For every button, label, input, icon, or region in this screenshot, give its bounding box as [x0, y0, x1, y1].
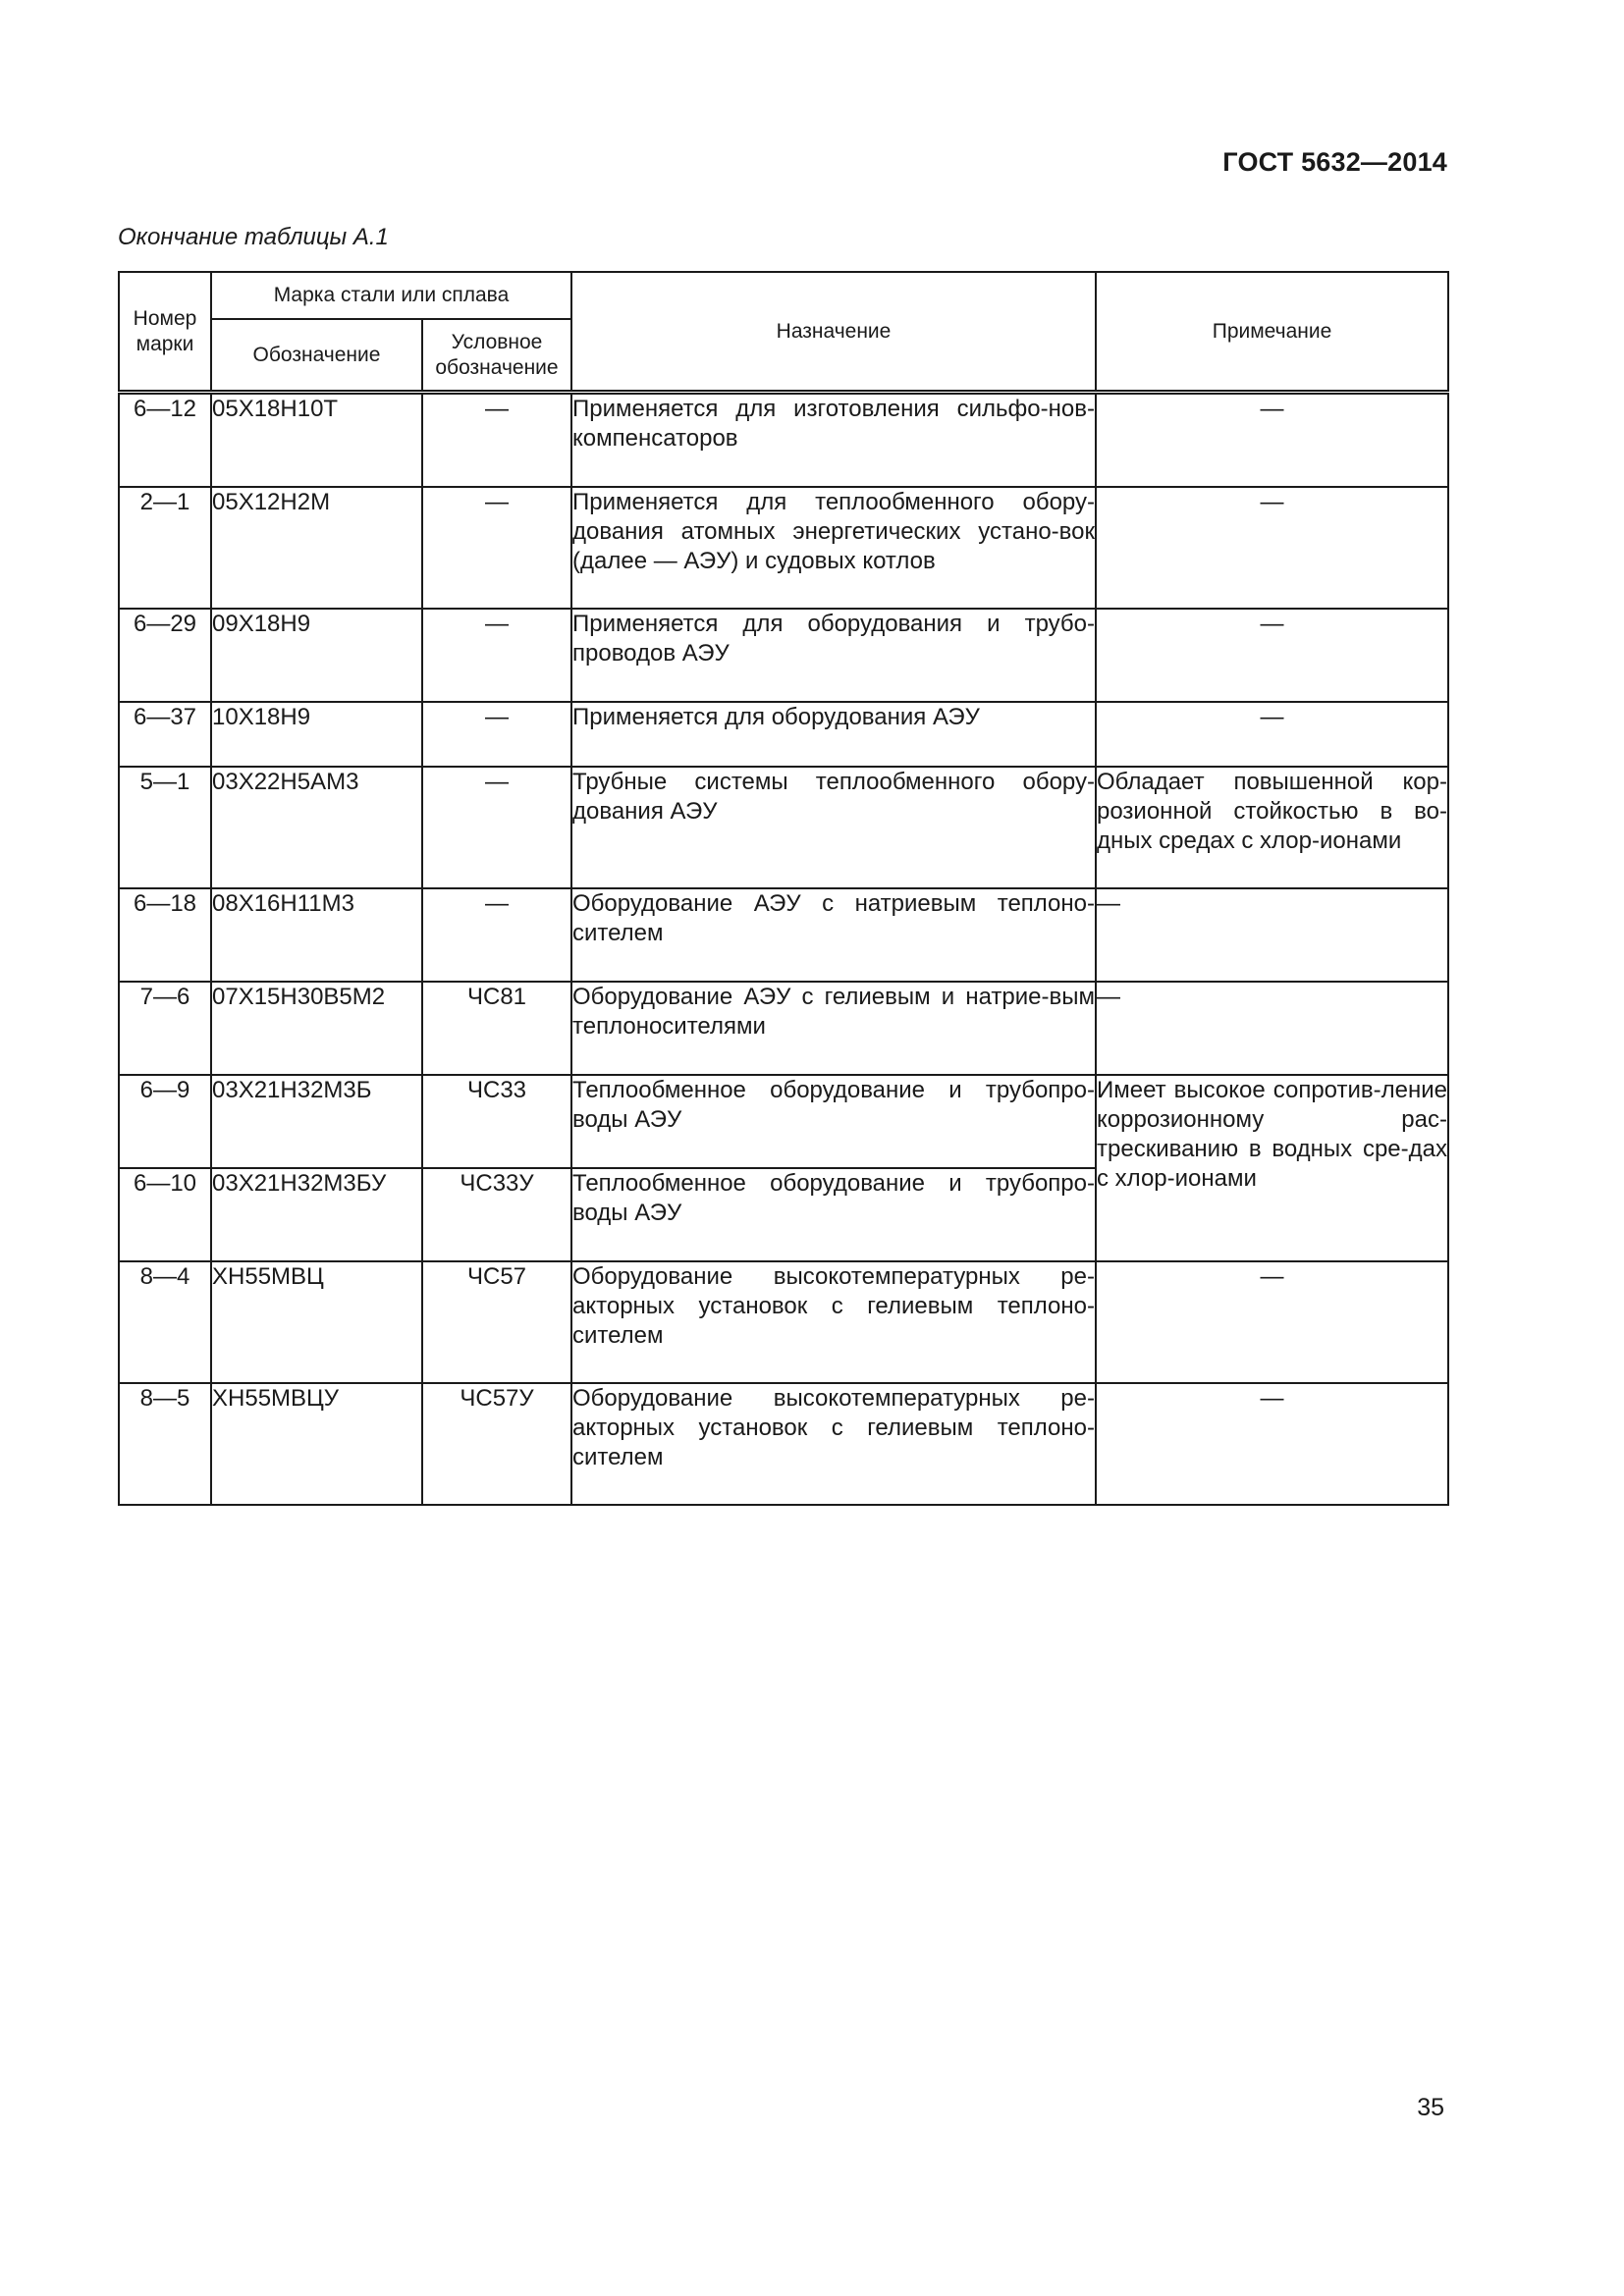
cell-conventional: ЧС57У	[422, 1383, 571, 1505]
table-row	[119, 1075, 1448, 1168]
cell-note: Имеет высокое сопротив-ление коррозионному рас-трескиванию в водных сре-дах с хлор-ионами	[1096, 1075, 1448, 1261]
cell-note: —	[1096, 982, 1448, 1075]
cell-number: 6—9	[119, 1075, 211, 1168]
cell-designation: 03Х22Н5АМ3	[211, 767, 422, 888]
table-row	[119, 1261, 1448, 1383]
cell-designation: 03Х21Н32М3БУ	[211, 1168, 422, 1261]
cell-designation: 10Х18Н9	[211, 702, 422, 767]
cell-purpose: Оборудование высокотемпературных ре-акторных установок с гелиевым теплоно-сителем	[571, 1261, 1096, 1383]
cell-designation: 09Х18Н9	[211, 609, 422, 702]
cell-conventional: —	[422, 888, 571, 982]
cell-purpose: Применяется для оборудования и трубо-проводов АЭУ	[571, 609, 1096, 702]
header-note: Примечание	[1096, 272, 1448, 393]
table-row	[119, 982, 1448, 1075]
header-designation: Обозначение	[211, 319, 422, 393]
table-row	[119, 1383, 1448, 1505]
cell-conventional: ЧС33	[422, 1075, 571, 1168]
cell-purpose: Применяется для теплообменного обору-дования атомных энергетических устано-вок (далее — АЭУ) и судовых котлов	[571, 487, 1096, 609]
cell-designation: 05Х12Н2М	[211, 487, 422, 609]
cell-conventional: —	[422, 767, 571, 888]
cell-conventional: ЧС81	[422, 982, 571, 1075]
cell-designation: 07Х15Н30В5М2	[211, 982, 422, 1075]
header-number: Номер марки	[119, 272, 211, 393]
cell-conventional: —	[422, 393, 571, 487]
cell-number: 6—37	[119, 702, 211, 767]
cell-number: 2—1	[119, 487, 211, 609]
cell-purpose: Оборудование высокотемпературных ре-акторных установок с гелиевым теплоно-сителем	[571, 1383, 1096, 1505]
cell-purpose: Трубные системы теплообменного обору-дования АЭУ	[571, 767, 1096, 888]
steel-grades-table	[118, 271, 1449, 1506]
header-conventional: Условное обозначение	[422, 319, 571, 393]
cell-note: —	[1096, 393, 1448, 487]
cell-number: 6—12	[119, 393, 211, 487]
cell-designation: 05Х18Н10Т	[211, 393, 422, 487]
table-row	[119, 487, 1448, 609]
cell-conventional: —	[422, 702, 571, 767]
cell-conventional: ЧС33У	[422, 1168, 571, 1261]
table-row	[119, 767, 1448, 888]
cell-purpose: Применяется для оборудования АЭУ	[571, 702, 1096, 767]
page-number: 35	[1417, 2094, 1444, 2121]
cell-purpose: Применяется для изготовления сильфо-нов-компенсаторов	[571, 393, 1096, 487]
cell-number: 5—1	[119, 767, 211, 888]
table-row	[119, 393, 1448, 487]
cell-note: —	[1096, 1383, 1448, 1505]
cell-note: —	[1096, 1261, 1448, 1383]
cell-designation: ХН55МВЦУ	[211, 1383, 422, 1505]
cell-note: —	[1096, 888, 1448, 982]
cell-number: 6—18	[119, 888, 211, 982]
table-row	[119, 888, 1448, 982]
cell-number: 8—4	[119, 1261, 211, 1383]
cell-purpose: Теплообменное оборудование и трубопро-воды АЭУ	[571, 1168, 1096, 1261]
header-purpose: Назначение	[571, 272, 1096, 393]
table-row	[119, 702, 1448, 767]
cell-number: 6—10	[119, 1168, 211, 1261]
cell-designation: 03Х21Н32М3Б	[211, 1075, 422, 1168]
table-row	[119, 609, 1448, 702]
header-grade-group: Марка стали или сплава	[211, 272, 571, 319]
cell-number: 8—5	[119, 1383, 211, 1505]
cell-conventional: ЧС57	[422, 1261, 571, 1383]
cell-number: 6—29	[119, 609, 211, 702]
cell-note: —	[1096, 609, 1448, 702]
document-code: ГОСТ 5632—2014	[1222, 147, 1447, 177]
table-caption: Окончание таблицы А.1	[118, 224, 389, 250]
cell-note: —	[1096, 702, 1448, 767]
cell-note: Обладает повышенной кор-розионной стойкостью в во-дных средах с хлор-ионами	[1096, 767, 1448, 888]
cell-purpose: Оборудование АЭУ с натриевым теплоно-сителем	[571, 888, 1096, 982]
cell-conventional: —	[422, 487, 571, 609]
cell-conventional: —	[422, 609, 571, 702]
cell-number: 7—6	[119, 982, 211, 1075]
cell-designation: 08Х16Н11М3	[211, 888, 422, 982]
cell-purpose: Оборудование АЭУ с гелиевым и натрие-вым теплоносителями	[571, 982, 1096, 1075]
cell-purpose: Теплообменное оборудование и трубопро-воды АЭУ	[571, 1075, 1096, 1168]
cell-designation: ХН55МВЦ	[211, 1261, 422, 1383]
cell-note: —	[1096, 487, 1448, 609]
